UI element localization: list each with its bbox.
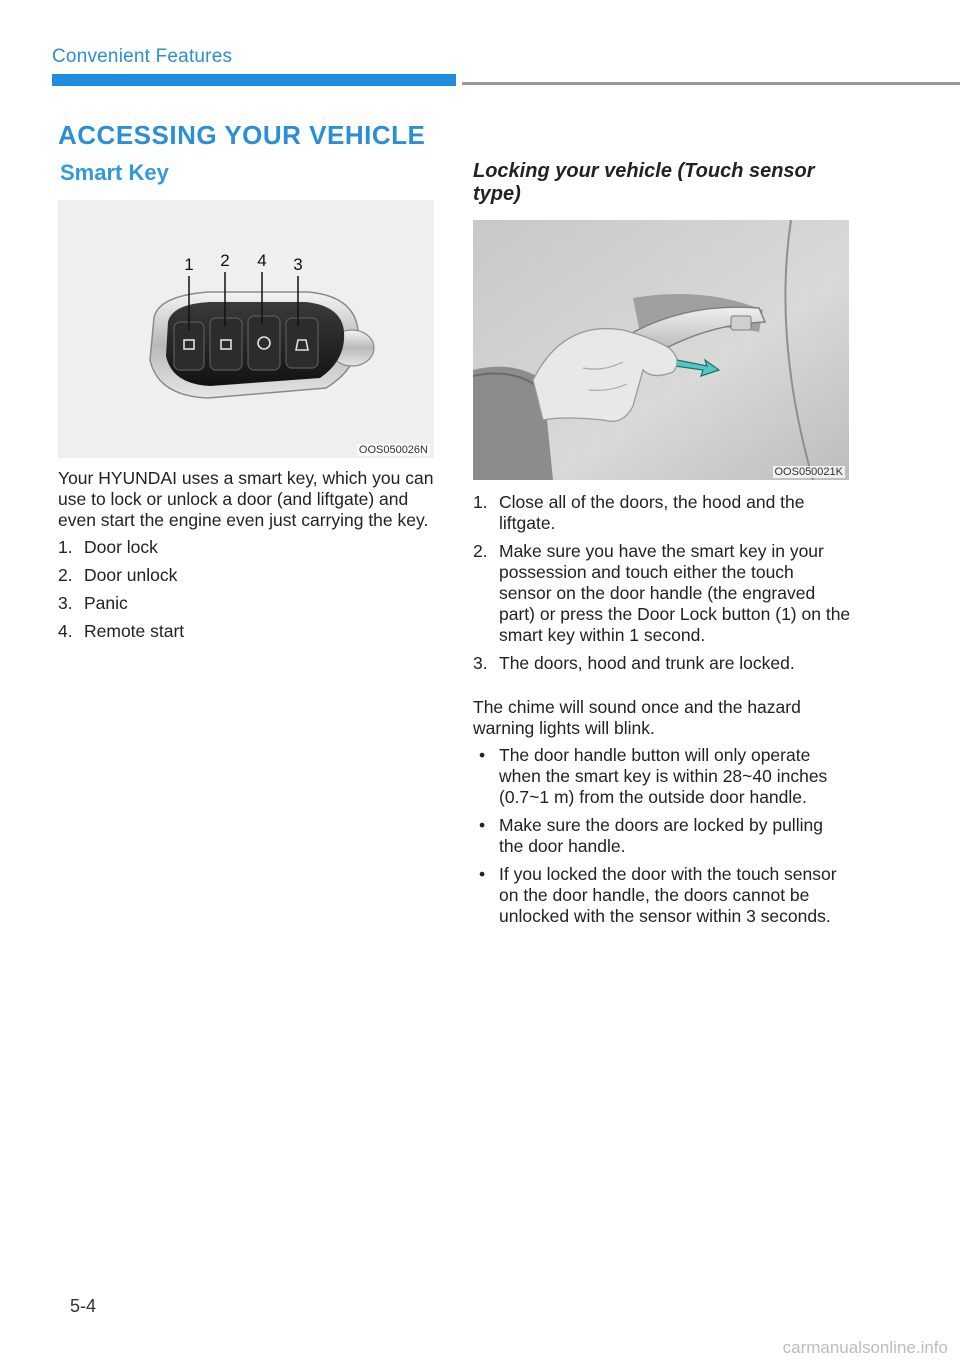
figure-code: OOS050021K: [774, 466, 843, 478]
list-item: 1. Door lock: [58, 537, 158, 557]
door-handle-figure: [473, 220, 849, 480]
smart-key-description: Your HYUNDAI uses a smart key, which you can use to lock or unlock a door (and liftgate) and even start the engine even just carrying the key.: [58, 468, 434, 530]
watermark: carmanualsonline.info: [782, 1338, 948, 1357]
locking-notes: [473, 745, 851, 927]
smart-key-button-list: [58, 537, 436, 642]
header-rule: [462, 82, 960, 85]
locking-steps: [473, 492, 851, 674]
section-title: ACCESSING YOUR VEHICLE: [58, 120, 426, 150]
callout-1: 1: [184, 255, 194, 274]
left-column: [58, 160, 436, 649]
list-item: • The door handle button will only operate when the smart key is within 28~40 inches (0.7~1 m) from the outside door handle.: [479, 745, 828, 807]
list-item: • If you locked the door with the touch sensor on the door handle, the doors cannot be unlocked with the sensor within 3 seconds.: [479, 864, 837, 926]
figure-code: OOS050026N: [358, 444, 428, 456]
door-handle-illustration: [473, 220, 849, 480]
list-item: 2. Door unlock: [58, 565, 178, 585]
list-item: 3. The doors, hood and trunk are locked.: [473, 653, 795, 673]
callout-3: 3: [293, 255, 303, 274]
callout-4: 4: [257, 251, 267, 270]
list-item: 1. Close all of the doors, the hood and the liftgate.: [473, 492, 805, 533]
chapter-title: Convenient Features: [52, 46, 233, 67]
smart-key-illustration: [58, 200, 434, 458]
list-item: 2. Make sure you have the smart key in your possession and touch either the touch sensor on the door handle (the engraved part) or press the Door Lock button (1) on the smart key within 1 second.: [473, 541, 851, 645]
list-item: 4. Remote start: [58, 621, 185, 641]
list-item: 3. Panic: [58, 593, 128, 613]
callout-2: 2: [220, 251, 230, 270]
header-accent-bar: [52, 74, 456, 86]
locking-heading: Locking your vehicle (Touch sensor type): [473, 160, 815, 205]
smart-key-figure: [58, 200, 434, 458]
chime-note: The chime will sound once and the hazard warning lights will blink.: [473, 697, 801, 738]
right-column: [473, 160, 851, 934]
smart-key-heading: Smart Key: [60, 160, 169, 185]
page-number: 5-4: [70, 1296, 97, 1316]
list-item: • Make sure the doors are locked by pulling the door handle.: [479, 815, 823, 856]
